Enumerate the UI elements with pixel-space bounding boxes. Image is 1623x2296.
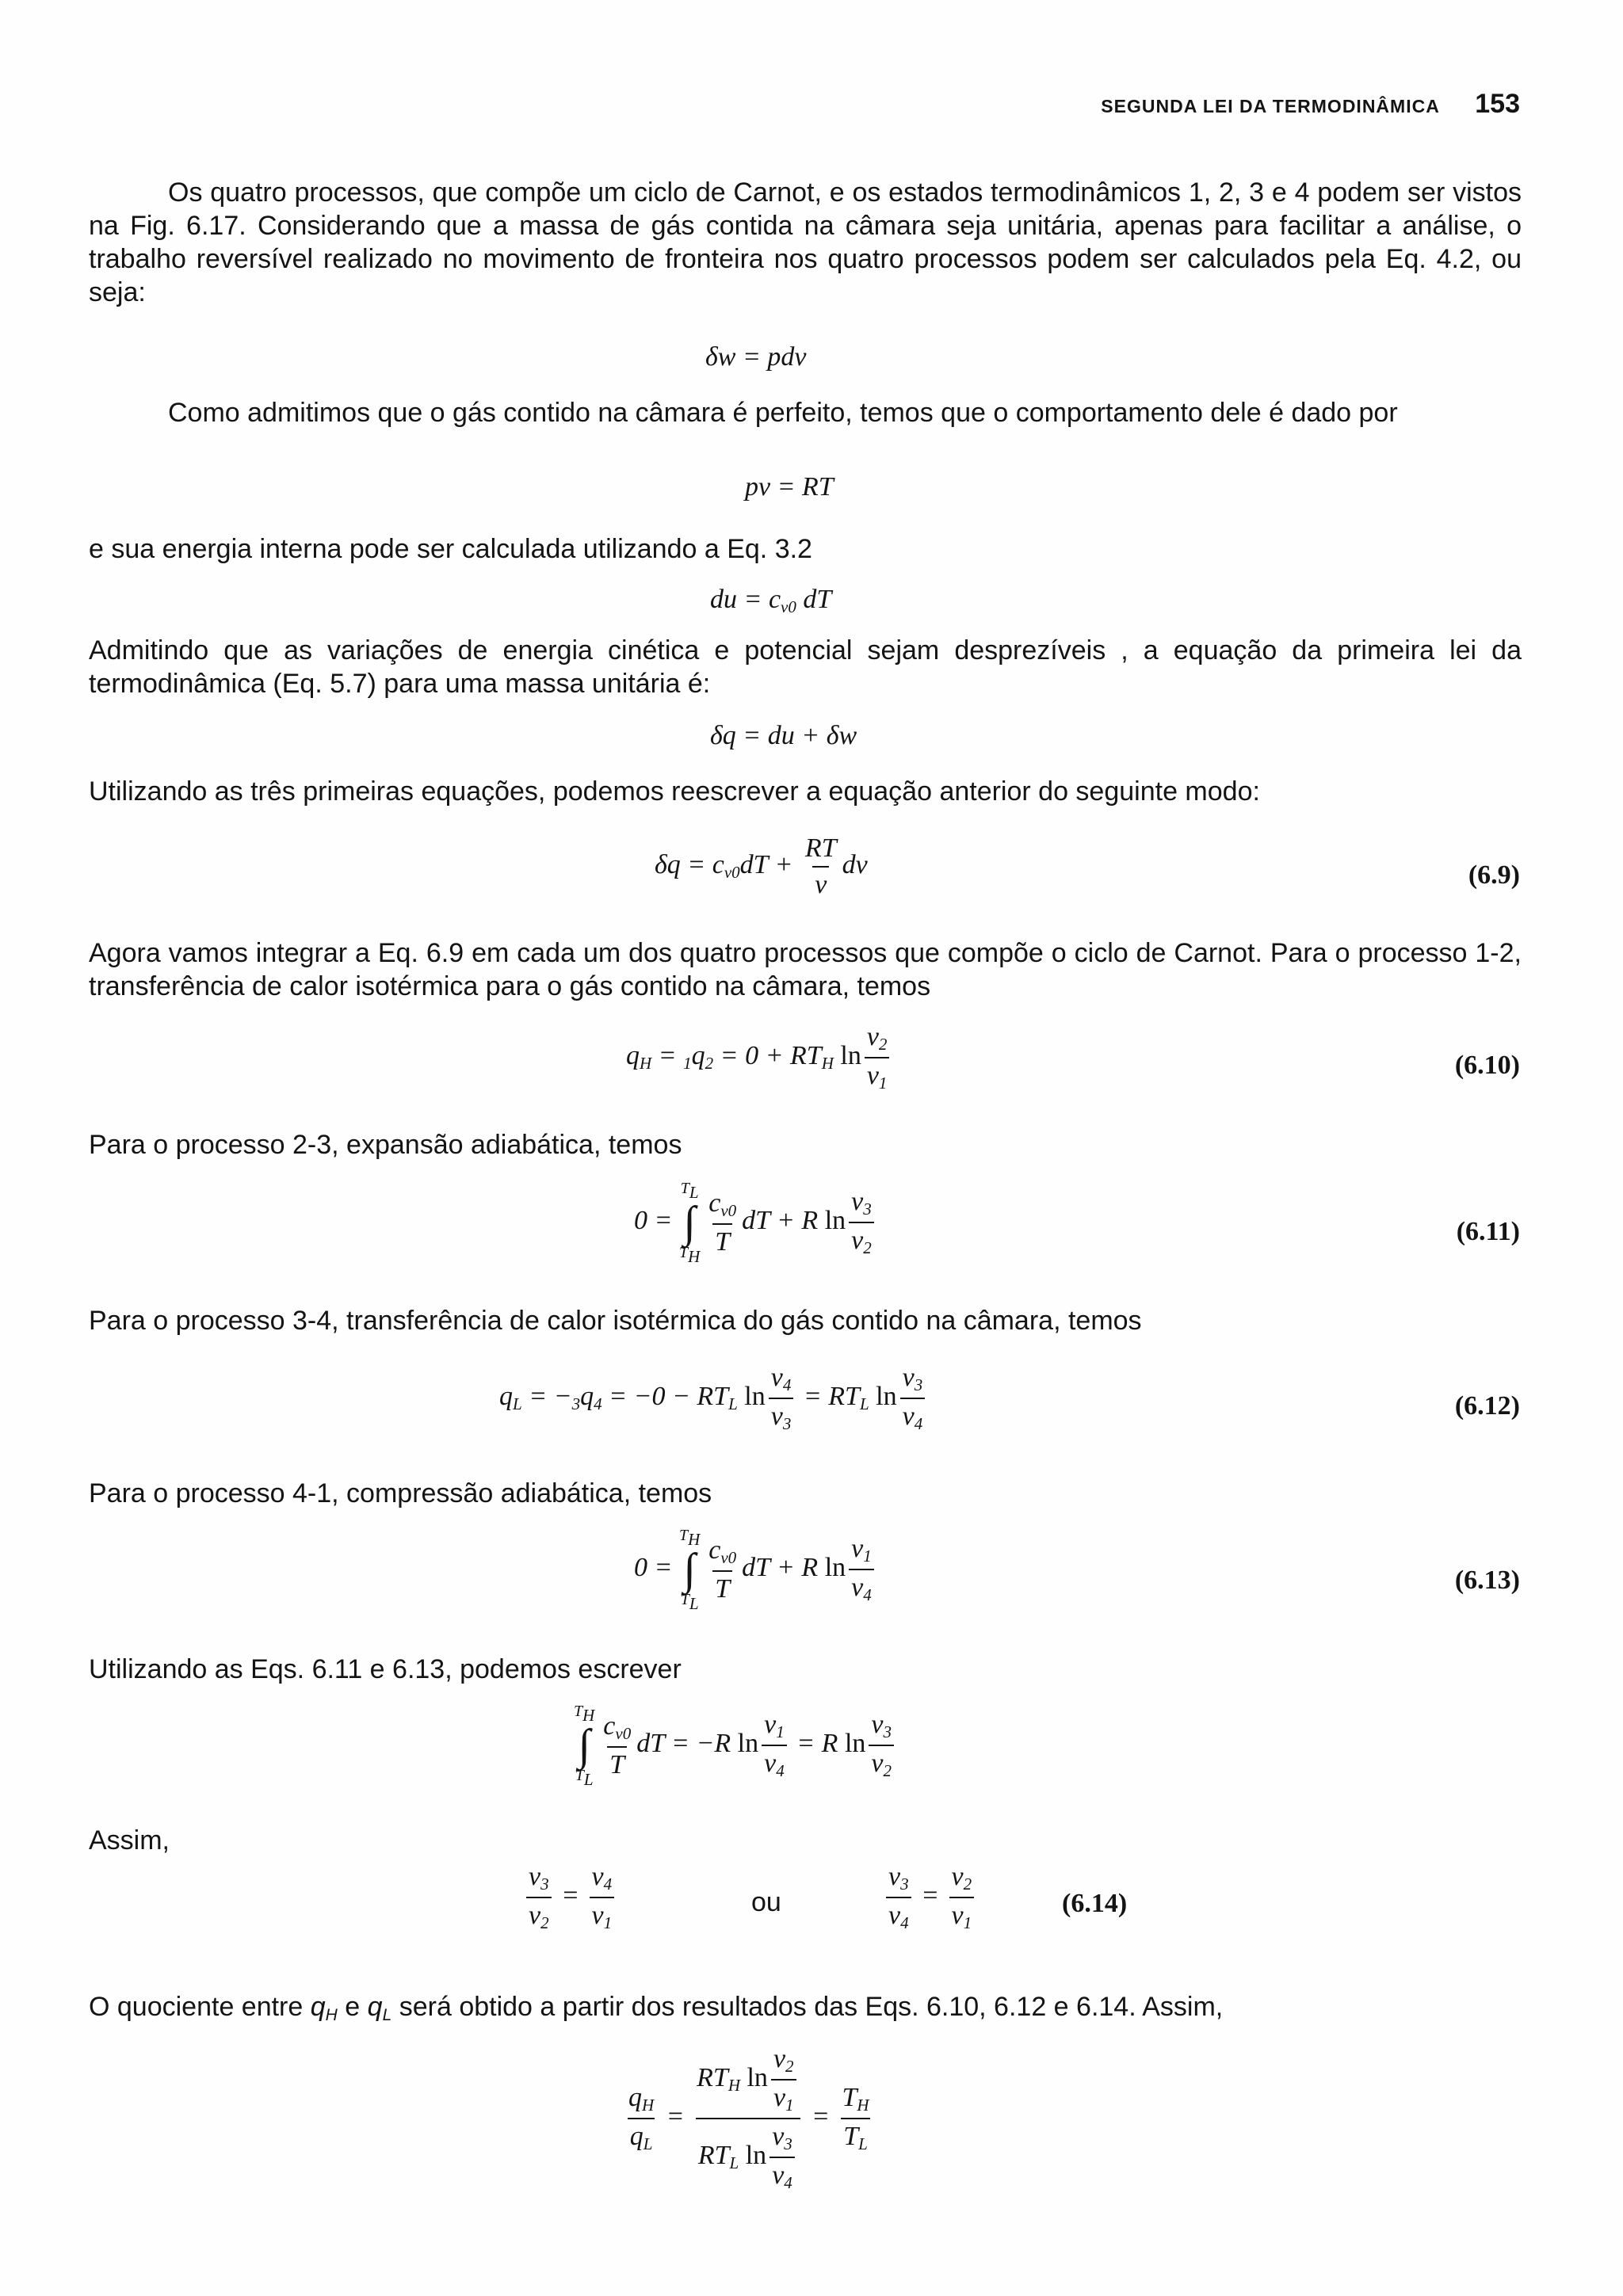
paragraph-process-4-1: Para o processo 4-1, compressão adiabática, temos [89,1478,712,1508]
quotient-text-b: e [345,1992,361,2022]
equation-6-11: 0 = $T_L$ ∫ $T_H$ $\frac{c_{v0}}{T}$ dT + R ln $\frac{v_3}{v_2}$ [634,1180,877,1264]
paragraph-combine: Utilizando as Eqs. 6.11 e 6.13, podemos escrever [89,1654,682,1684]
equation-combined-integral: $T_H$ ∫ $T_L$ $\frac{c_{v0}}{T}$ dT = −R ln $\frac{v_1}{v_4}$ = R ln $\frac{v_3}{v_2}$ [574,1703,897,1787]
equation-6-9: $\delta q = c_{v0}dT$ + $\frac{RT}{v}$ dv [655,833,868,899]
equation-6-14-left: $\frac{v_3}{v_2}$ = $\frac{v_4}{v_1}$ [523,1862,617,1933]
equation-label-6-14: (6.14) [1062,1889,1128,1918]
equation-label-6-12: (6.12) [1454,1391,1520,1421]
connector-ou: ou [751,1887,781,1917]
paragraph-process-3-4: Para o processo 3-4, transferência de calor isotérmica do gás contido na câmara, temos [89,1306,1142,1336]
paragraph-assim: Assim, [89,1825,170,1855]
paragraph-internal-energy: e sua energia interna pode ser calculada utilizando a Eq. 3.2 [89,534,812,564]
paragraph-process-2-3: Para o processo 2-3, expansão adiabática, temos [89,1130,682,1160]
equation-6-14-right: $\frac{v_3}{v_4}$ = $\frac{v_2}{v_1}$ [883,1862,977,1933]
equation-label-6-9: (6.9) [1468,860,1520,890]
equation-first-law: δq = du + δw [710,721,857,750]
paragraph-quotient: O quociente entre $q_H$ e $q_L$ será obtido a partir dos resultados das Eqs. 6.10, 6.12 e 6.14. Assim, [89,1992,1224,2024]
paragraph-rewrite: Utilizando as três primeiras equações, podemos reescrever a equação anterior do seguinte modo: [89,776,1260,807]
equation-label-6-13: (6.13) [1454,1566,1520,1595]
equation-label-6-10: (6.10) [1454,1051,1520,1080]
paragraph-first-law: Admitindo que as variações de energia cinética e potencial sejam desprezíveis , a equação da primeira lei da termodinâmica (Eq. 5.7) para uma massa unitária é: [89,635,1522,699]
quotient-text-c: será obtido a partir dos resultados das Eqs. 6.10, 6.12 e 6.14. Assim, [399,1992,1224,2022]
equation-6-12: $q_L = -_3q_4 = -0 - RT_L$ ln $\frac{v_4}{v_3}$ = $RT_L$ ln $\frac{v_3}{v_4}$ [499,1363,928,1434]
equation-6-10: $q_H = _1q_2 = 0 + RT_H$ ln $\frac{v_2}{v_1}$ [626,1022,892,1093]
equation-internal-energy: du = $c_{v0}$ dT [710,585,832,616]
quotient-text-a: O quociente entre [89,1992,304,2022]
paragraph-carnot-cycle: Os quatro processos, que compõe um ciclo de Carnot, e os estados termodinâmicos 1, 2, 3 e 4 podem ser vistos na Fig. 6.17. Considerando que a massa de gás contida na câmara seja unitária, apenas para facilitar a análise, o trabalho reversível realizado no movimento de fronteira nos quatro processos podem ser calculados pela Eq. 4.2, ou seja: [89,177,1522,307]
chapter-title: SEGUNDA LEI DA TERMODINÂMICA [1101,96,1440,116]
equation-ideal-gas: pv = RT [745,472,834,502]
equation-6-13: 0 = $T_H$ ∫ $T_L$ $\frac{c_{v0}}{T}$ dT + R ln $\frac{v_1}{v_4}$ [634,1527,877,1611]
paragraph-perfect-gas: Como admitimos que o gás contido na câmara é perfeito, temos que o comportamento dele é dado por [168,398,1398,428]
paragraph-integrate: Agora vamos integrar a Eq. 6.9 em cada um dos quatro processos que compõe o ciclo de Carnot. Para o processo 1-2, transferência de calor isotérmica para o gás contido na câmara, temos [89,938,1522,1001]
equation-label-6-11: (6.11) [1456,1217,1520,1246]
running-header [1101,89,1520,120]
page-number: 153 [1475,89,1520,119]
equation-heat-ratio: $\frac{q_H}{q_L}$ = $RT_H$ ln $\frac{v_2}{v_1}$ $RT_L$ ln $\frac{v_3}{v_4}$ = $\frac{T_H}{T_L}$ [628,2044,869,2192]
equation-work: δw = pdv [705,342,807,372]
